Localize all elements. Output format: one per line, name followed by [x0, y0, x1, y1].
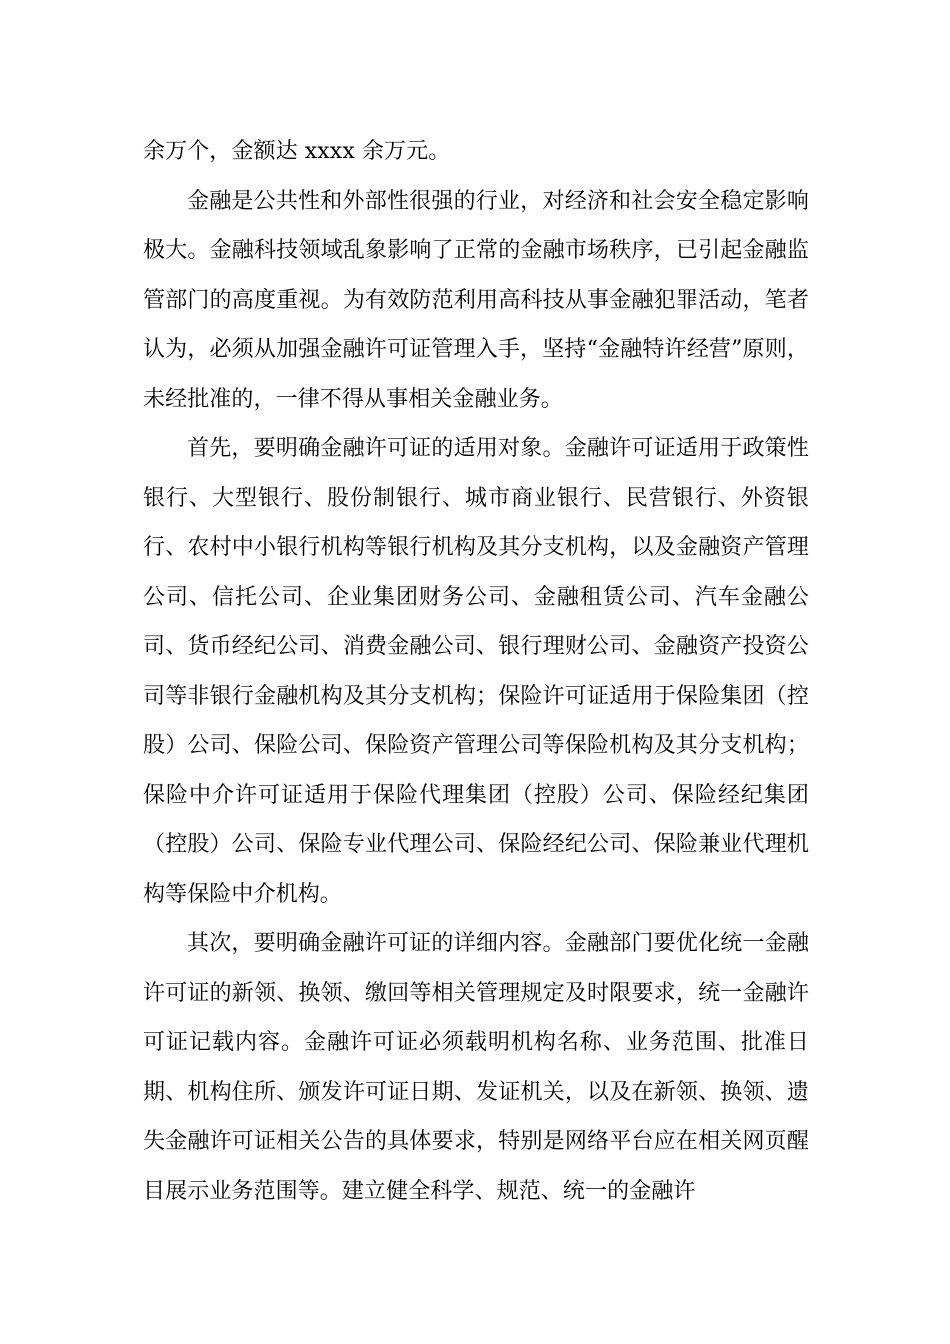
paragraph-license-content: 其次，要明确金融许可证的详细内容。金融部门要优化统一金融许可证的新领、换领、缴回等相关管理规定及时限要求，统一金融许可证记载内容。金融许可证必须载明机构名称、业务范围、批准日期、机构住所、颁发许可证日期、发证机关，以及在新领、换领、遗失金融许可证相关公告的具体要求，特别是网络平台应在相关网页醒目展示业务范围等。建立健全科学、规范、统一的金融许 — [143, 931, 809, 1204]
paragraph-financial-industry: 金融是公共性和外部性很强的行业，对经济和社会安全稳定影响极大。金融科技领域乱象影响了正常的金融市场秩序，已引起金融监管部门的高度重视。为有效防范利用高科技从事金融犯罪活动，笔者认为，必须从加强金融许可证管理入手，坚持“金融特许经营”原则，未经批准的，一律不得从事相关金融业务。 — [143, 188, 809, 412]
paragraph-license-scope: 首先，要明确金融许可证的适用对象。金融许可证适用于政策性银行、大型银行、股份制银行、城市商业银行、民营银行、外资银行、农村中小银行机构等银行机构及其分支机构，以及金融资产管理公司、信托公司、企业集团财务公司、金融租赁公司、汽车金融公司、货币经纪公司、消费金融公司、银行理财公司、金融资产投资公司等非银行金融机构及其分支机构；保险许可证适用于保险集团（控股）公司、保险公司、保险资产管理公司等保险机构及其分支机构；保险中介许可证适用于保险代理集团（控股）公司、保险经纪集团（控股）公司、保险专业代理公司、保险经纪公司、保险兼业代理机构等保险中介机构。 — [143, 436, 809, 907]
paragraph-continuation: 余万个，金额达 xxxx 余万元。 — [143, 139, 451, 164]
document-body — [143, 127, 809, 1216]
